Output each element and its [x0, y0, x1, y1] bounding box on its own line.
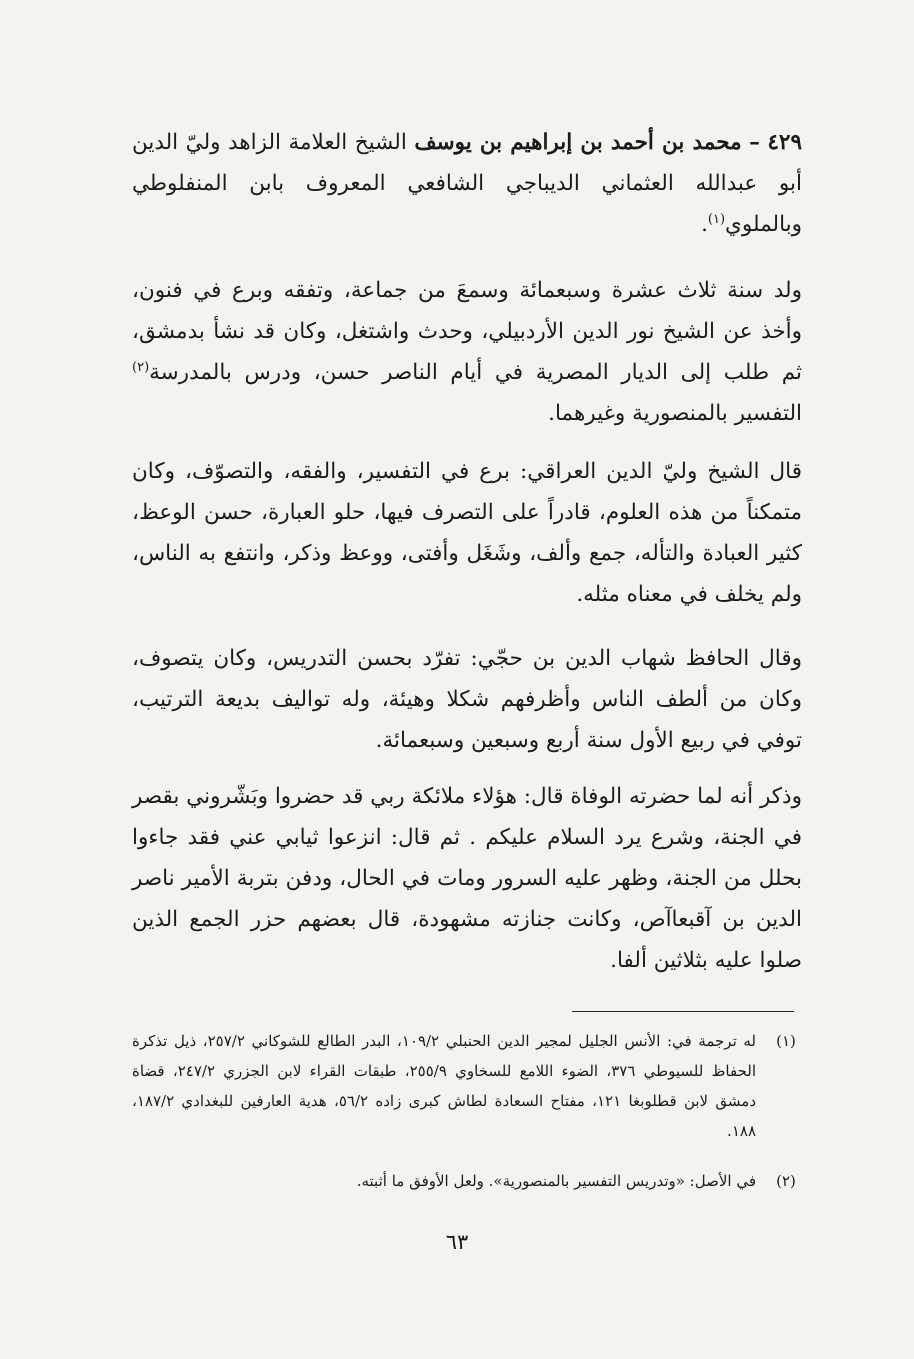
- biography-entry-heading: [132, 122, 802, 245]
- paragraph-death-account: وذكر أنه لما حضرته الوفاة قال: هؤلاء ملائكة ربي قد حضروا وبَشّروني بقصر في الجنة، وشرع يرد السلام عليكم . ثم قال: انزعوا ثيابي عني فقد جاءوا بحلل من الجنة، وظهر عليه السرور ومات في الحال، ودفن بتربة الأمير ناصر الدين بن آقبعاآص، وكانت جنازته مشهودة، قال بعضهم حزر الجمع الذين صلوا عليه بثلاثين ألفا.: [132, 784, 802, 973]
- footnote-separator-rule: [572, 1011, 794, 1012]
- paragraph-iraqi-quote: قال الشيخ وليّ الدين العراقي: برع في التفسير، والفقه، والتصوّف، وكان متمكناً من هذه العلوم، قادراً على التصرف فيها، حلو العبارة، حسن الوعظ، كثير العبادة والتأله، جمع وألف، وشَغَل وأفتى، ووعظ وذكر، وانتفع به الناس، ولم يخلف في معناه مثله.: [132, 459, 802, 607]
- paragraph-birth-study: [132, 270, 802, 434]
- paragraph-1-text-b: التفسير بالمنصورية وغيرهما.: [548, 401, 802, 426]
- entry-name: محمد بن أحمد بن إبراهيم بن يوسف: [414, 130, 742, 155]
- paragraph-1-text-a: ولد سنة ثلاث عشرة وسبعمائة وسمعَ من جماعة، وتفقه وبرع في فنون، وأخذ عن الشيخ نور الدين الأردبيلي، وحدث واشتغل، وكان قد نشأ بدمشق، ثم طلب إلى الديار المصرية في أيام الناصر حسن، ودرس بالمدرسة: [132, 278, 802, 385]
- entry-end-dot: .: [701, 212, 708, 237]
- paragraph-ibn-hijji-quote: وقال الحافظ شهاب الدين بن حجّي: تفرّد بحسن التدريس، وكان يتصوف، وكان من ألطف الناس وأظرفهم شكلا وهيئة، وله تواليف بديعة الترتيب، توفي في ربيع الأول سنة أربع وسبعين وسبعمائة.: [132, 646, 802, 753]
- footnote-1: [132, 1026, 802, 1146]
- entry-dash: –: [749, 130, 760, 155]
- entry-number: ٤٢٩: [767, 130, 802, 155]
- entry-description: الشيخ العلامة الزاهد وليّ الدين أبو عبدالله العثماني الديباجي الشافعي المعروف بابن المنفلوطي وبالملوي: [132, 130, 802, 237]
- footnote-1-number: (١): [776, 1032, 796, 1050]
- footnote-ref-1: (١): [707, 211, 726, 227]
- page-number: ٦٣: [445, 1230, 469, 1254]
- footnote-ref-2: (٢): [132, 359, 150, 375]
- footnote-2-text: في الأصل: «وتدريس التفسير بالمنصورية». ولعل الأوفق ما أثبته.: [356, 1172, 756, 1190]
- footnote-2: [132, 1166, 802, 1196]
- footnote-2-number: (٢): [776, 1172, 796, 1190]
- footnote-1-text: له ترجمة في: الأنس الجليل لمجير الدين الحنبلي ١٠٩/٢، البدر الطالع للشوكاني ٢٥٧/٢، ذيل تذكرة الحفاظ للسيوطي ٣٧٦، الضوء اللامع للسخاوي ٢٥٥/٩، طبقات القراء لابن الجزري ٢٤٧/٢، قضاة دمشق لابن قطلوبغا ١٢١، مفتاح السعادة لطاش كبرى زاده ٥٦/٢، هدية العارفين للبغدادي ١٨٧/٢، ١٨٨.: [132, 1032, 757, 1140]
